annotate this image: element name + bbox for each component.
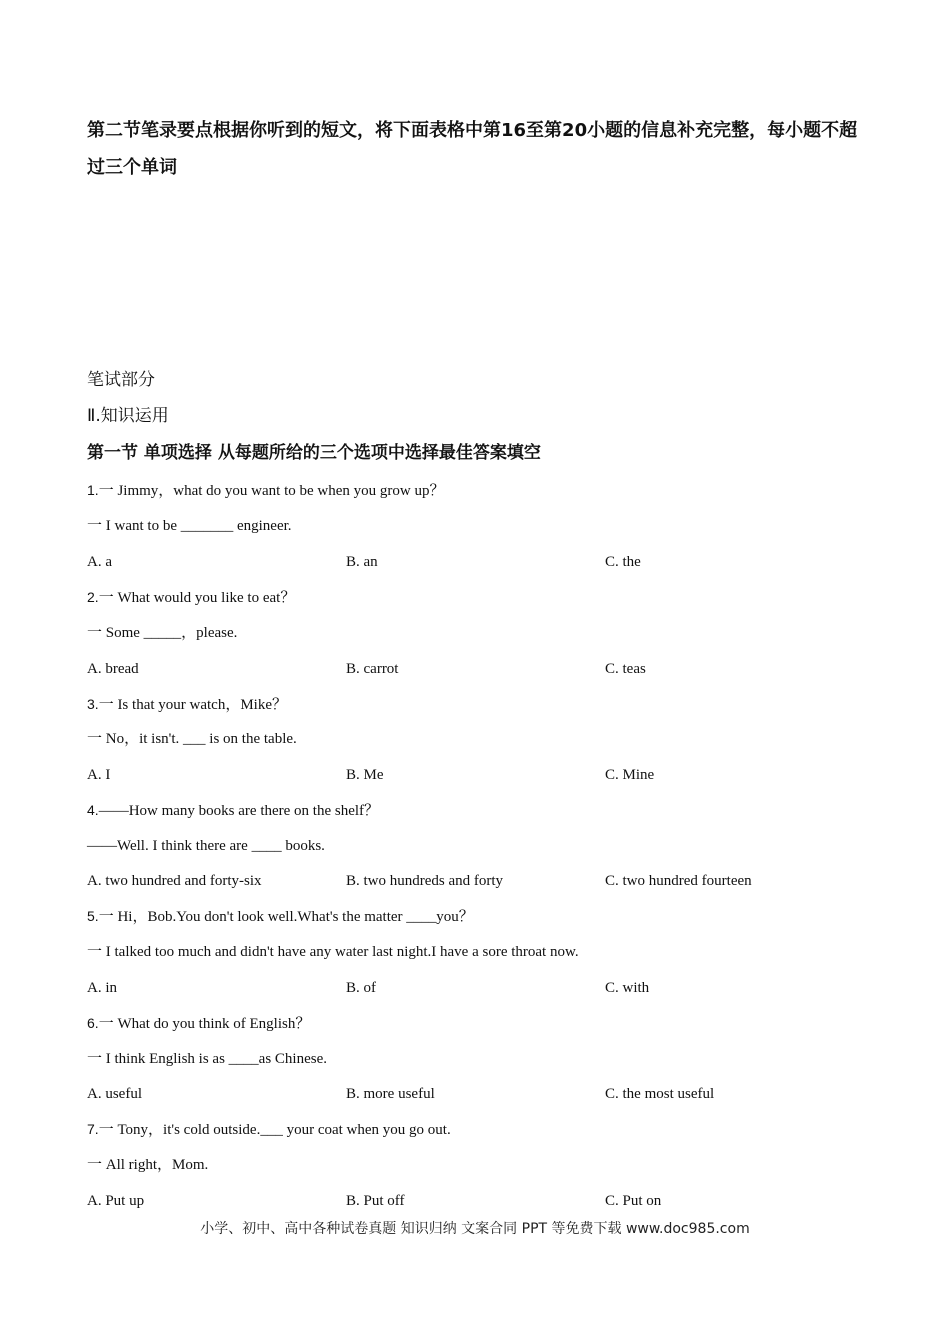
question-2-prompt xyxy=(87,587,295,608)
option-c[interactable]: C. teas xyxy=(605,661,646,677)
question-1-prompt xyxy=(87,480,445,501)
question-text: 一 Hi，Bob.You don't look well.What's the matter ____you？ xyxy=(98,909,474,925)
listening-instructions: 第二节笔录要点根据你听到的短文，将下面表格中第16至第20小题的信息补充完整，每小题不超过三个单词 xyxy=(87,120,858,178)
question-number: 6. xyxy=(87,1015,99,1031)
question-1-options xyxy=(87,552,847,572)
question-text: 一 What would you like to eat？ xyxy=(98,590,296,606)
knowledge-section-heading: Ⅱ.知识运用 xyxy=(87,406,169,426)
question-number: 7. xyxy=(87,1121,99,1137)
question-2-response: 一 Some _____，please. xyxy=(87,625,238,641)
option-a[interactable]: A. two hundred and forty-six xyxy=(87,873,262,889)
question-number: 3. xyxy=(87,696,99,712)
question-4-prompt xyxy=(87,800,379,821)
question-4-response: ——Well. I think there are ____ books. xyxy=(87,838,325,854)
question-4-options xyxy=(87,871,847,891)
option-b[interactable]: B. Me xyxy=(346,767,384,783)
option-a[interactable]: A. a xyxy=(87,554,112,570)
option-b[interactable]: B. two hundreds and forty xyxy=(346,873,504,889)
option-b[interactable]: B. of xyxy=(346,980,376,996)
written-section-heading: 笔试部分 xyxy=(87,370,155,390)
option-b[interactable]: B. more useful xyxy=(346,1086,435,1102)
option-c[interactable]: C. Put on xyxy=(605,1193,662,1209)
question-5-response: 一 I talked too much and didn't have any water last night.I have a sore throat now. xyxy=(87,944,579,960)
question-text: ——How many books are there on the shelf？ xyxy=(98,803,380,819)
option-b[interactable]: B. Put off xyxy=(346,1193,405,1209)
single-choice-heading: 第一节 单项选择 从每题所给的三个选项中选择最佳答案填空 xyxy=(87,443,541,463)
question-3-prompt xyxy=(87,694,287,715)
question-text: 一 Tony，it's cold outside.___ your coat when you go out. xyxy=(98,1122,451,1138)
question-5-prompt xyxy=(87,906,474,927)
option-c[interactable]: C. two hundred fourteen xyxy=(605,873,752,889)
option-c[interactable]: C. the xyxy=(605,554,641,570)
question-6-response: 一 I think English is as ____as Chinese. xyxy=(87,1051,327,1067)
option-a[interactable]: A. Put up xyxy=(87,1193,145,1209)
page-footer: 小学、初中、高中各种试卷真题 知识归纳 文案合同 PPT 等免费下载 www.doc985.com xyxy=(200,1221,750,1237)
question-number: 4. xyxy=(87,802,99,818)
question-7-prompt xyxy=(87,1119,451,1140)
option-c[interactable]: C. Mine xyxy=(605,767,655,783)
option-a[interactable]: A. I xyxy=(87,767,111,783)
question-2-options xyxy=(87,659,847,679)
question-6-prompt xyxy=(87,1013,310,1034)
option-a[interactable]: A. in xyxy=(87,980,117,996)
question-number: 5. xyxy=(87,908,99,924)
option-a[interactable]: A. useful xyxy=(87,1086,142,1102)
question-text: 一 Jimmy，what do you want to be when you grow up？ xyxy=(98,483,445,499)
question-1-response: 一 I want to be _______ engineer. xyxy=(87,518,292,534)
question-6-options xyxy=(87,1084,847,1104)
question-3-options xyxy=(87,765,847,785)
option-c[interactable]: C. the most useful xyxy=(605,1086,715,1102)
question-number: 1. xyxy=(87,482,99,498)
option-b[interactable]: B. carrot xyxy=(346,661,399,677)
option-c[interactable]: C. with xyxy=(605,980,650,996)
question-text: 一 What do you think of English？ xyxy=(98,1016,311,1032)
question-7-response: 一 All right，Mom. xyxy=(87,1157,209,1173)
option-b[interactable]: B. an xyxy=(346,554,378,570)
option-a[interactable]: A. bread xyxy=(87,661,139,677)
question-7-options xyxy=(87,1191,847,1211)
question-number: 2. xyxy=(87,589,99,605)
question-5-options xyxy=(87,978,847,998)
question-3-response: 一 No，it isn't. ___ is on the table. xyxy=(87,731,297,747)
question-text: 一 Is that your watch，Mike？ xyxy=(98,697,287,713)
